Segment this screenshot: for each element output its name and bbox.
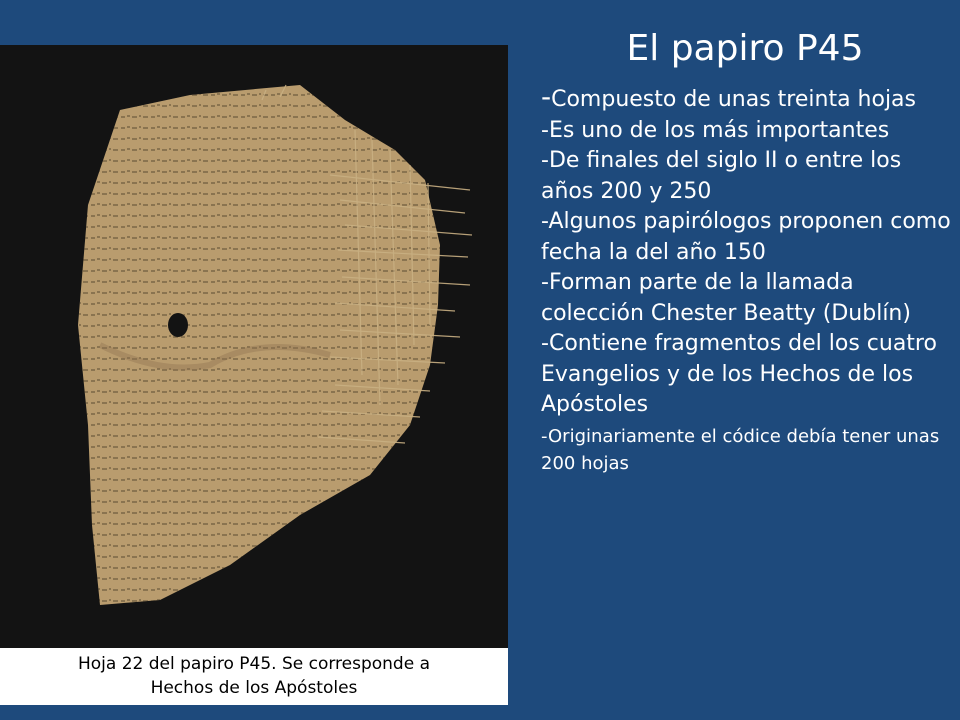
slide-title: El papiro P45 xyxy=(626,28,864,69)
bullet-text: De finales del siglo II o entre los años 200 y 250 xyxy=(541,148,902,204)
bullet-item xyxy=(541,82,956,116)
caption-line-2: Hechos de los Apóstoles xyxy=(150,678,358,698)
bullet-dash: - xyxy=(541,148,549,173)
bullet-dash: - xyxy=(541,425,548,447)
bullet-dash: - xyxy=(541,270,549,295)
bullet-text: Compuesto de unas treinta hojas xyxy=(551,87,916,112)
bullet-item xyxy=(541,423,956,477)
bullet-item xyxy=(541,329,956,421)
bullet-list xyxy=(541,82,956,477)
bullet-dash: - xyxy=(541,117,549,143)
bullet-dash: - xyxy=(541,209,549,234)
papyrus-photo xyxy=(0,45,508,698)
bullet-text: Contiene fragmentos del los cuatro Evangelios y de los Hechos de los Apóstoles xyxy=(541,331,937,417)
bullet-text: Es uno de los más importantes xyxy=(548,117,890,143)
bullet-text: Algunos papirólogos proponen como fecha la del año 150 xyxy=(541,209,951,265)
bullet-dash: - xyxy=(541,331,549,356)
bullet-item xyxy=(541,207,956,268)
bullet-item xyxy=(541,116,956,147)
bullet-text: Originariamente el códice debía tener unas 200 hojas xyxy=(541,425,940,474)
photo-caption xyxy=(0,648,508,705)
caption-line-1: Hoja 22 del papiro P45. Se corresponde a xyxy=(77,654,431,674)
bullet-item xyxy=(541,146,956,207)
bullet-item xyxy=(541,268,956,329)
bullet-dash: - xyxy=(541,80,552,113)
bullet-text: Forman parte de la llamada colección Chester Beatty (Dublín) xyxy=(541,270,911,326)
papyrus-fragment-image xyxy=(0,45,508,660)
